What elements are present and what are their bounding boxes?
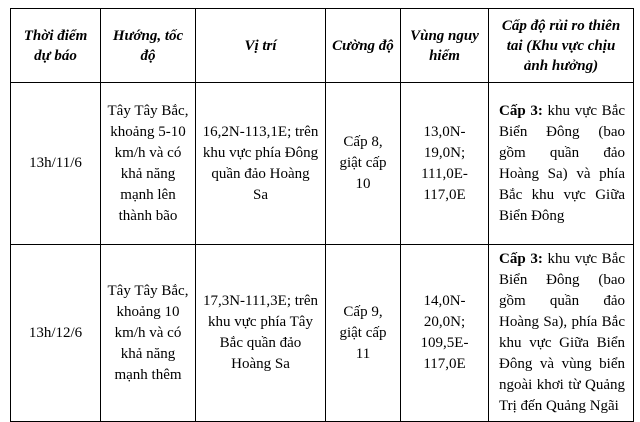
- risk-area-text: khu vực Bắc Biển Đông (bao gồm quần đảo Hoàng Sa) và phía Bắc khu vực Giữa Biển Đông: [499, 102, 626, 224]
- cell-direction: Tây Tây Bắc, khoảng 5-10 km/h và có khả năng mạnh lên thành bão: [101, 83, 196, 245]
- header-direction: Hướng, tốc độ: [101, 9, 196, 83]
- cell-risk-level: [489, 83, 634, 245]
- table-row: [11, 83, 634, 245]
- cell-danger-zone: 13,0N-19,0N; 111,0E-117,0E: [401, 83, 489, 245]
- table-header-row: [11, 9, 634, 83]
- cell-time: 13h/11/6: [11, 83, 101, 245]
- header-risk-level: Cấp độ rủi ro thiên tai (Khu vực chịu ảnh hưởng): [489, 9, 634, 83]
- risk-level-label: Cấp 3:: [499, 102, 543, 119]
- cell-intensity: Cấp 8, giật cấp 10: [326, 83, 401, 245]
- cell-risk-level: [489, 245, 634, 422]
- cell-time: 13h/12/6: [11, 245, 101, 422]
- header-position: Vị trí: [196, 9, 326, 83]
- header-danger-zone: Vùng nguy hiểm: [401, 9, 489, 83]
- header-time: Thời điểm dự báo: [11, 9, 101, 83]
- risk-area-text: khu vực Bắc Biển Đông (bao gồm quần đảo Hoàng Sa), phía Bắc khu vực Giữa Biển Đông và vùng biển ngoài khơi từ Quảng Trị đến Quảng Ngãi: [499, 251, 626, 414]
- table-row: [11, 245, 634, 422]
- cell-direction: Tây Tây Bắc, khoảng 10 km/h và có khả năng mạnh thêm: [101, 245, 196, 422]
- cell-position: 17,3N-111,3E; trên khu vực phía Tây Bắc quần đảo Hoàng Sa: [196, 245, 326, 422]
- header-intensity: Cường độ: [326, 9, 401, 83]
- risk-level-label: Cấp 3:: [499, 251, 543, 267]
- forecast-table: [10, 8, 634, 422]
- cell-position: 16,2N-113,1E; trên khu vực phía Đông quần đảo Hoàng Sa: [196, 83, 326, 245]
- cell-danger-zone: 14,0N-20,0N; 109,5E-117,0E: [401, 245, 489, 422]
- cell-intensity: Cấp 9, giật cấp 11: [326, 245, 401, 422]
